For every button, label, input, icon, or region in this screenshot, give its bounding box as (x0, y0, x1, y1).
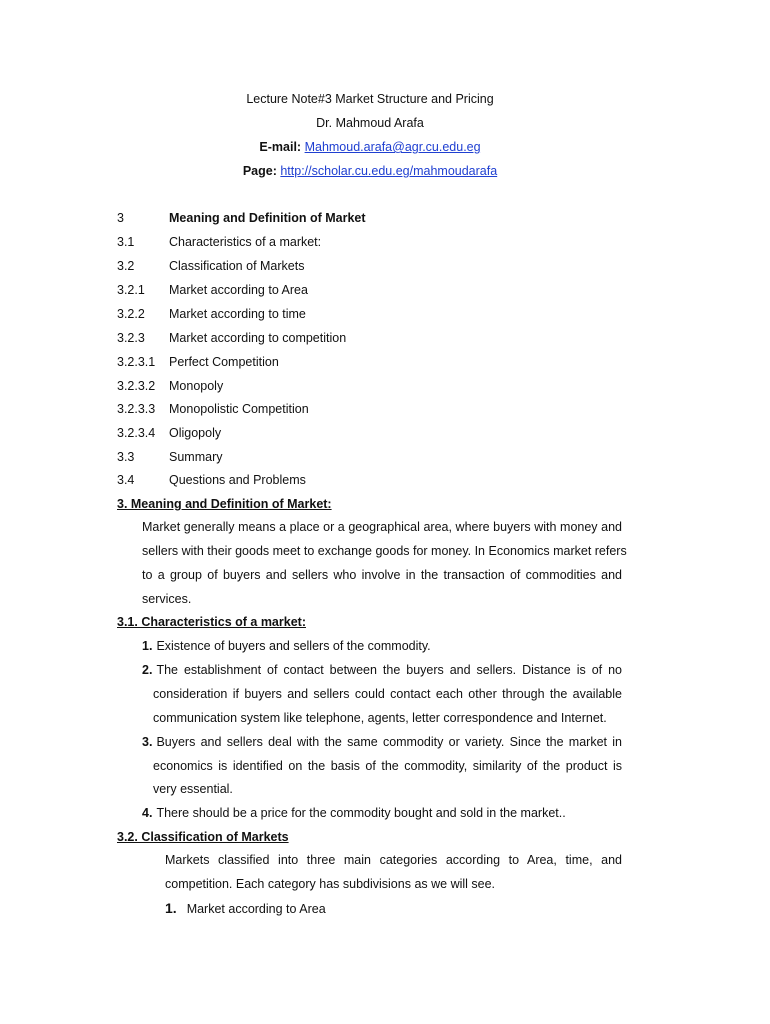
section-heading-3-1: 3.1. Characteristics of a market: (117, 615, 306, 629)
item-continuation: consideration if buyers and sellers could contact each other through the available (153, 687, 622, 701)
author-name: Dr. Mahmoud Arafa (316, 116, 424, 130)
paragraph-line: Markets classified into three main categories according to Area, time, and (165, 853, 622, 867)
toc-title: Meaning and Definition of Market (169, 211, 366, 225)
paragraph-line: competition. Each category has subdivisions as we will see. (165, 877, 496, 891)
toc-number: 3.4 (117, 473, 135, 487)
section-heading-3: 3. Meaning and Definition of Market: (117, 497, 332, 511)
email-line (0, 140, 740, 154)
toc-title: Oligopoly (169, 426, 222, 440)
toc-number: 3.2.3.3 (117, 402, 156, 416)
toc-title: Monopolistic Competition (169, 402, 309, 416)
toc-title: Market according to time (169, 307, 306, 321)
item-number: 1. (165, 900, 177, 916)
item-continuation: communication system like telephone, agents, letter correspondence and Internet. (153, 711, 607, 725)
toc-number: 3 (117, 211, 124, 225)
toc-number: 3.2.3.1 (117, 355, 156, 369)
characteristic-item (142, 735, 622, 749)
item-continuation: economics is identified on the basis of the commodity, similarity of the product is (153, 759, 622, 773)
toc-number: 3.2.1 (117, 283, 145, 297)
email-link[interactable]: Mahmoud.arafa@agr.cu.edu.eg (304, 140, 481, 154)
section-heading-3-2: 3.2. Classification of Markets (117, 830, 289, 844)
toc-title: Perfect Competition (169, 355, 279, 369)
page-url-line (0, 164, 740, 178)
item-text: Buyers and sellers deal with the same commodity or variety. Since the market in (156, 735, 622, 749)
page-url-link[interactable]: http://scholar.cu.edu.eg/mahmoudarafa (280, 164, 498, 178)
item-number: 4. (142, 806, 153, 820)
toc-title: Questions and Problems (169, 473, 306, 487)
toc-number: 3.3 (117, 450, 135, 464)
item-text: Market according to Area (186, 902, 326, 916)
toc-number: 3.2.3.4 (117, 426, 156, 440)
document-title: Lecture Note#3 Market Structure and Pricing (246, 92, 494, 106)
item-number: 3. (142, 735, 153, 749)
page-label: Page: (242, 164, 277, 178)
toc-title: Summary (169, 450, 223, 464)
item-continuation: very essential. (153, 782, 233, 796)
item-text: Existence of buyers and sellers of the commodity. (156, 639, 431, 653)
toc-title: Characteristics of a market: (169, 235, 322, 249)
paragraph-line: services. (142, 592, 192, 606)
paragraph-line: sellers with their goods meet to exchange goods for money. In Economics market refers (142, 544, 627, 558)
toc-title: Market according to competition (169, 331, 347, 345)
toc-number: 3.2.3 (117, 331, 145, 345)
item-text: There should be a price for the commodity bought and sold in the market.. (156, 806, 566, 820)
classification-item (165, 900, 326, 916)
toc-number: 3.1 (117, 235, 135, 249)
characteristic-item (142, 663, 622, 677)
toc-title: Market according to Area (169, 283, 308, 297)
item-number: 1. (142, 639, 153, 653)
toc-number: 3.2.3.2 (117, 379, 156, 393)
email-label: E-mail: (259, 140, 302, 154)
toc-number: 3.2 (117, 259, 135, 273)
paragraph-line: Market generally means a place or a geographical area, where buyers with money and (142, 520, 622, 534)
toc-title: Monopoly (169, 379, 224, 393)
characteristic-item (142, 806, 566, 820)
paragraph-line: to a group of buyers and sellers who involve in the transaction of commodities and (142, 568, 622, 582)
item-text: The establishment of contact between the buyers and sellers. Distance is of no (156, 663, 622, 677)
toc-number: 3.2.2 (117, 307, 145, 321)
toc-title: Classification of Markets (169, 259, 305, 273)
item-number: 2. (142, 663, 153, 677)
characteristic-item (142, 639, 431, 653)
